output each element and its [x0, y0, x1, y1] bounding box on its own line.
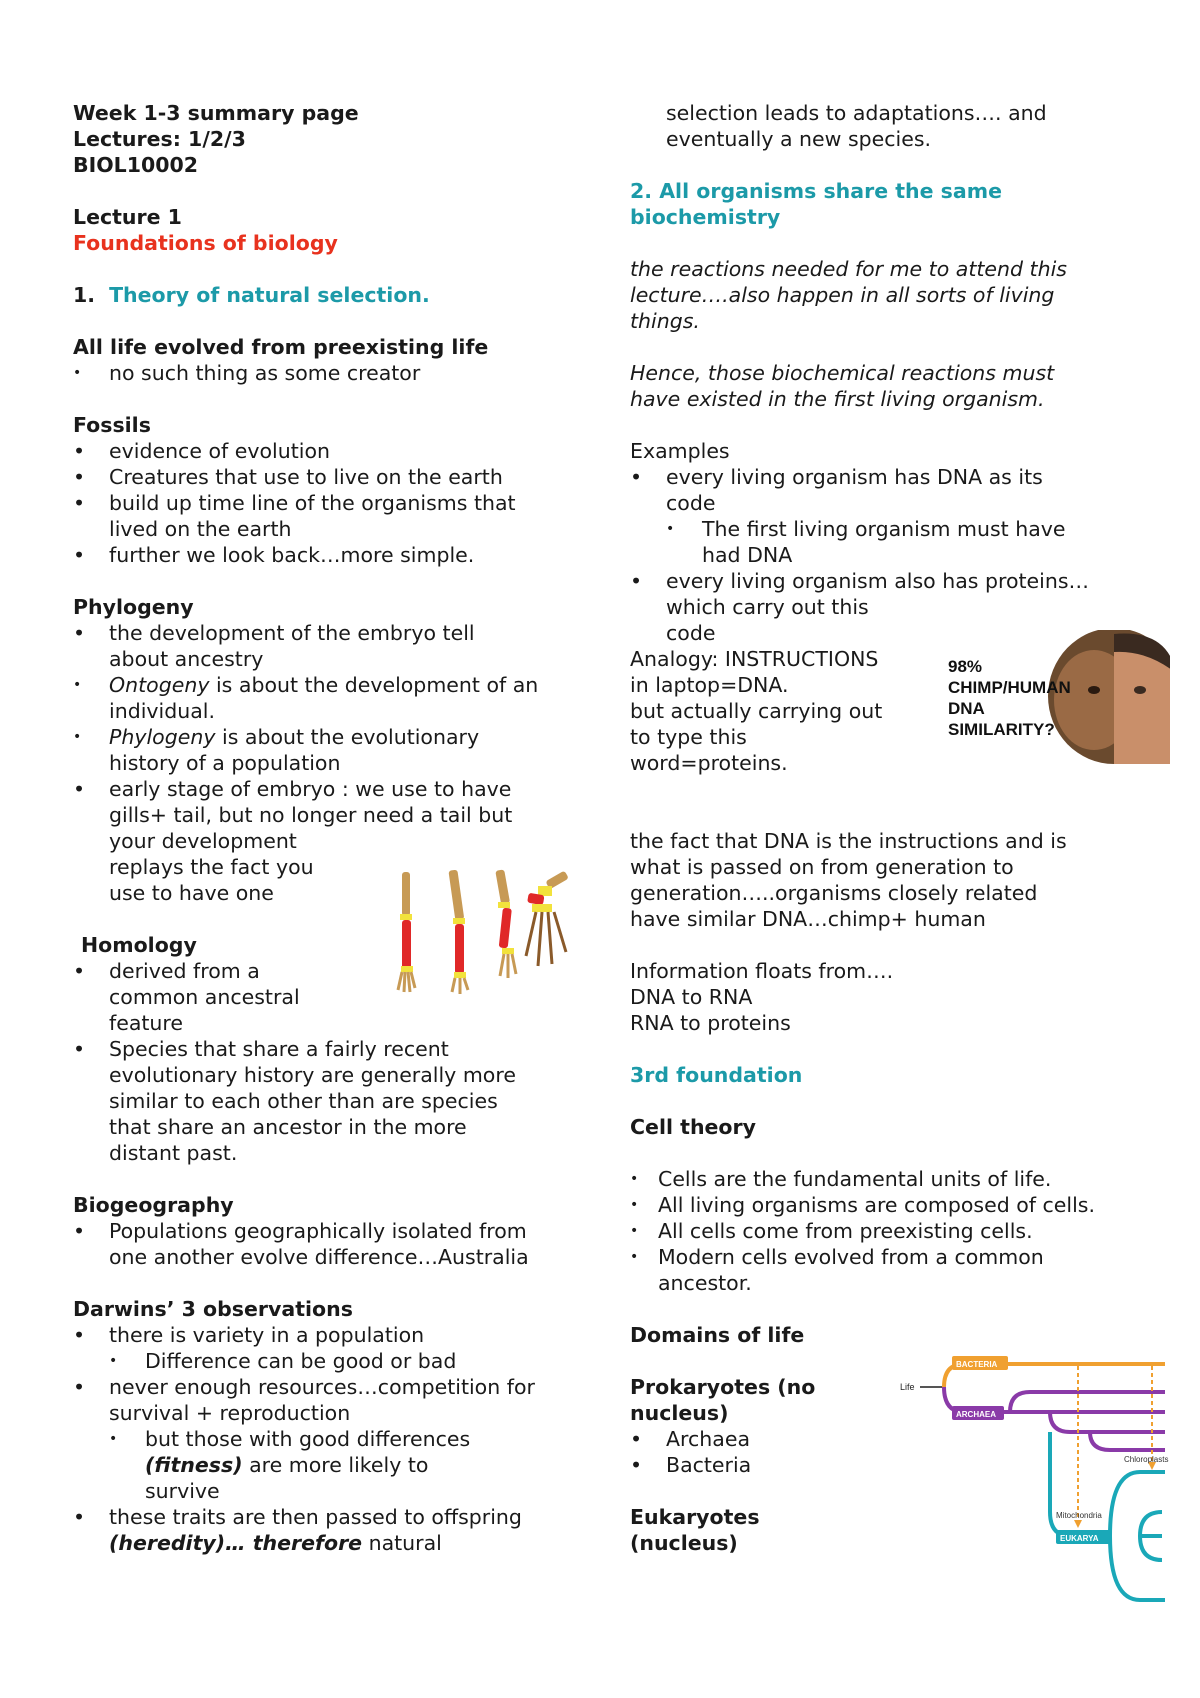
- all-life-heading: All life evolved from preexisting life: [73, 335, 489, 359]
- homology-heading: Homology: [81, 933, 197, 957]
- eukaryotes-heading: Eukaryotes (nucleus): [630, 1505, 760, 1555]
- homology-limbs-illustration: [388, 866, 588, 1002]
- list-item: • build up time line of the organisms that lived on the earth: [73, 491, 516, 541]
- limb-cat: [448, 870, 468, 994]
- domains-heading: Domains of life: [630, 1323, 805, 1347]
- list-item: • Archaea: [630, 1427, 751, 1451]
- chimp-image-label-1: 98%: [948, 657, 983, 676]
- doc-title: Week 1-3 summary page: [73, 101, 359, 125]
- biochem-paragraph-2: Hence, those biochemical reactions must have existed in the first living organism.: [630, 361, 1055, 411]
- list-item: • All living organisms are composed of cells.: [630, 1193, 1095, 1217]
- list-item: • Cells are the fundamental units of life.: [630, 1167, 1052, 1191]
- limb-human: [398, 872, 415, 992]
- list-item: • never enough resources…competition for survival + reproduction: [73, 1375, 535, 1425]
- prokaryotes-heading: Prokaryotes (no nucleus): [630, 1375, 816, 1425]
- list-item: • derived from a common ancestral feature: [73, 959, 300, 1035]
- list-item: • Phylogeny is about the evolutionary history of a population: [73, 725, 480, 775]
- tree-label-chloroplasts: Chloroplasts: [1124, 1455, 1169, 1464]
- foundations-heading: Foundations of biology: [73, 231, 338, 255]
- course-code: BIOL10002: [73, 153, 199, 177]
- fossils-heading: Fossils: [73, 413, 151, 437]
- list-item: • the development of the embryo tell about ancestry: [73, 621, 475, 671]
- tree-label-archaea: ARCHAEA: [956, 1410, 996, 1419]
- chimp-human-image: [944, 630, 1170, 764]
- sub-list-item: • The first living organism must have had DNA: [666, 517, 1066, 567]
- list-item: • Populations geographically isolated from one another evolve difference…Australia: [73, 1219, 529, 1269]
- list-item: • further we look back…more simple.: [73, 543, 475, 567]
- tree-of-life-diagram: [900, 1352, 1170, 1612]
- darwin-continuation: selection leads to adaptations…. and eventually a new species.: [666, 101, 1047, 151]
- tree-label-life: Life: [900, 1382, 915, 1392]
- limb-whale: [495, 869, 516, 978]
- list-item: • every living organism also has proteins… which carry out this code: [630, 569, 1090, 645]
- tree-label-eukarya: EUKARYA: [1060, 1534, 1099, 1543]
- list-item: • All cells come from preexisting cells.: [630, 1219, 1033, 1243]
- list-item: • Species that share a fairly recent evolutionary history are generally more similar to each other than are species that share an ancestor in the more distant past.: [73, 1037, 516, 1165]
- theory-heading: 1. Theory of natural selection.: [73, 283, 430, 307]
- limb-bat: [526, 871, 569, 966]
- dna-fact-paragraph: the fact that DNA is the instructions and is what is passed on from generation to generation…..organisms closely related have similar DNA…chimp+ human: [630, 829, 1067, 931]
- sub-list-item: • Difference can be good or bad: [109, 1349, 457, 1373]
- list-item: • every living organism has DNA as its code: [630, 465, 1043, 515]
- lectures-line: Lectures: 1/2/3: [73, 127, 246, 151]
- left-column: [73, 100, 593, 1556]
- information-flow: Information floats from…. DNA to RNA RNA to proteins: [630, 959, 894, 1035]
- right-column: [630, 100, 1170, 1556]
- biochem-paragraph-1: the reactions needed for me to attend this lecture….also happen in all sorts of living things.: [630, 257, 1067, 333]
- list-item: • no such thing as some creator: [73, 361, 421, 385]
- chimp-image-label-4: SIMILARITY?: [948, 720, 1055, 739]
- darwin-heading: Darwins’ 3 observations: [73, 1297, 353, 1321]
- list-item: • there is variety in a population: [73, 1323, 425, 1347]
- examples-label: Examples: [630, 439, 730, 463]
- phylogeny-heading: Phylogeny: [73, 595, 194, 619]
- sub-list-item: • but those with good differences (fitness) are more likely to survive: [109, 1427, 471, 1503]
- list-item: • Creatures that use to live on the earth: [73, 465, 503, 489]
- biogeography-heading: Biogeography: [73, 1193, 234, 1217]
- list-item: • these traits are then passed to offspring (heredity)… therefore natural: [73, 1505, 522, 1555]
- list-item: • Modern cells evolved from a common ancestor.: [630, 1245, 1044, 1295]
- chimp-image-label-3: DNA: [948, 699, 985, 718]
- list-item: • early stage of embryo : we use to have gills+ tail, but no longer need a tail but your development replays the fact you use to have one: [73, 777, 513, 905]
- tree-label-bacteria: BACTERIA: [956, 1360, 998, 1369]
- third-foundation-heading: 3rd foundation: [630, 1063, 803, 1087]
- list-item: • evidence of evolution: [73, 439, 330, 463]
- tree-label-mitochondria: Mitochondria: [1056, 1511, 1102, 1520]
- list-item: • Bacteria: [630, 1453, 752, 1477]
- chimp-image-label-2: CHIMP/HUMAN: [948, 678, 1071, 697]
- list-item: • Ontogeny is about the development of an individual.: [73, 673, 539, 723]
- biochem-heading: 2. All organisms share the same biochemistry: [630, 179, 1002, 229]
- analogy-text: Analogy: INSTRUCTIONS in laptop=DNA. but actually carrying out to type this word=proteins.: [630, 647, 883, 775]
- lecture-label: Lecture 1: [73, 205, 182, 229]
- cell-theory-heading: Cell theory: [630, 1115, 756, 1139]
